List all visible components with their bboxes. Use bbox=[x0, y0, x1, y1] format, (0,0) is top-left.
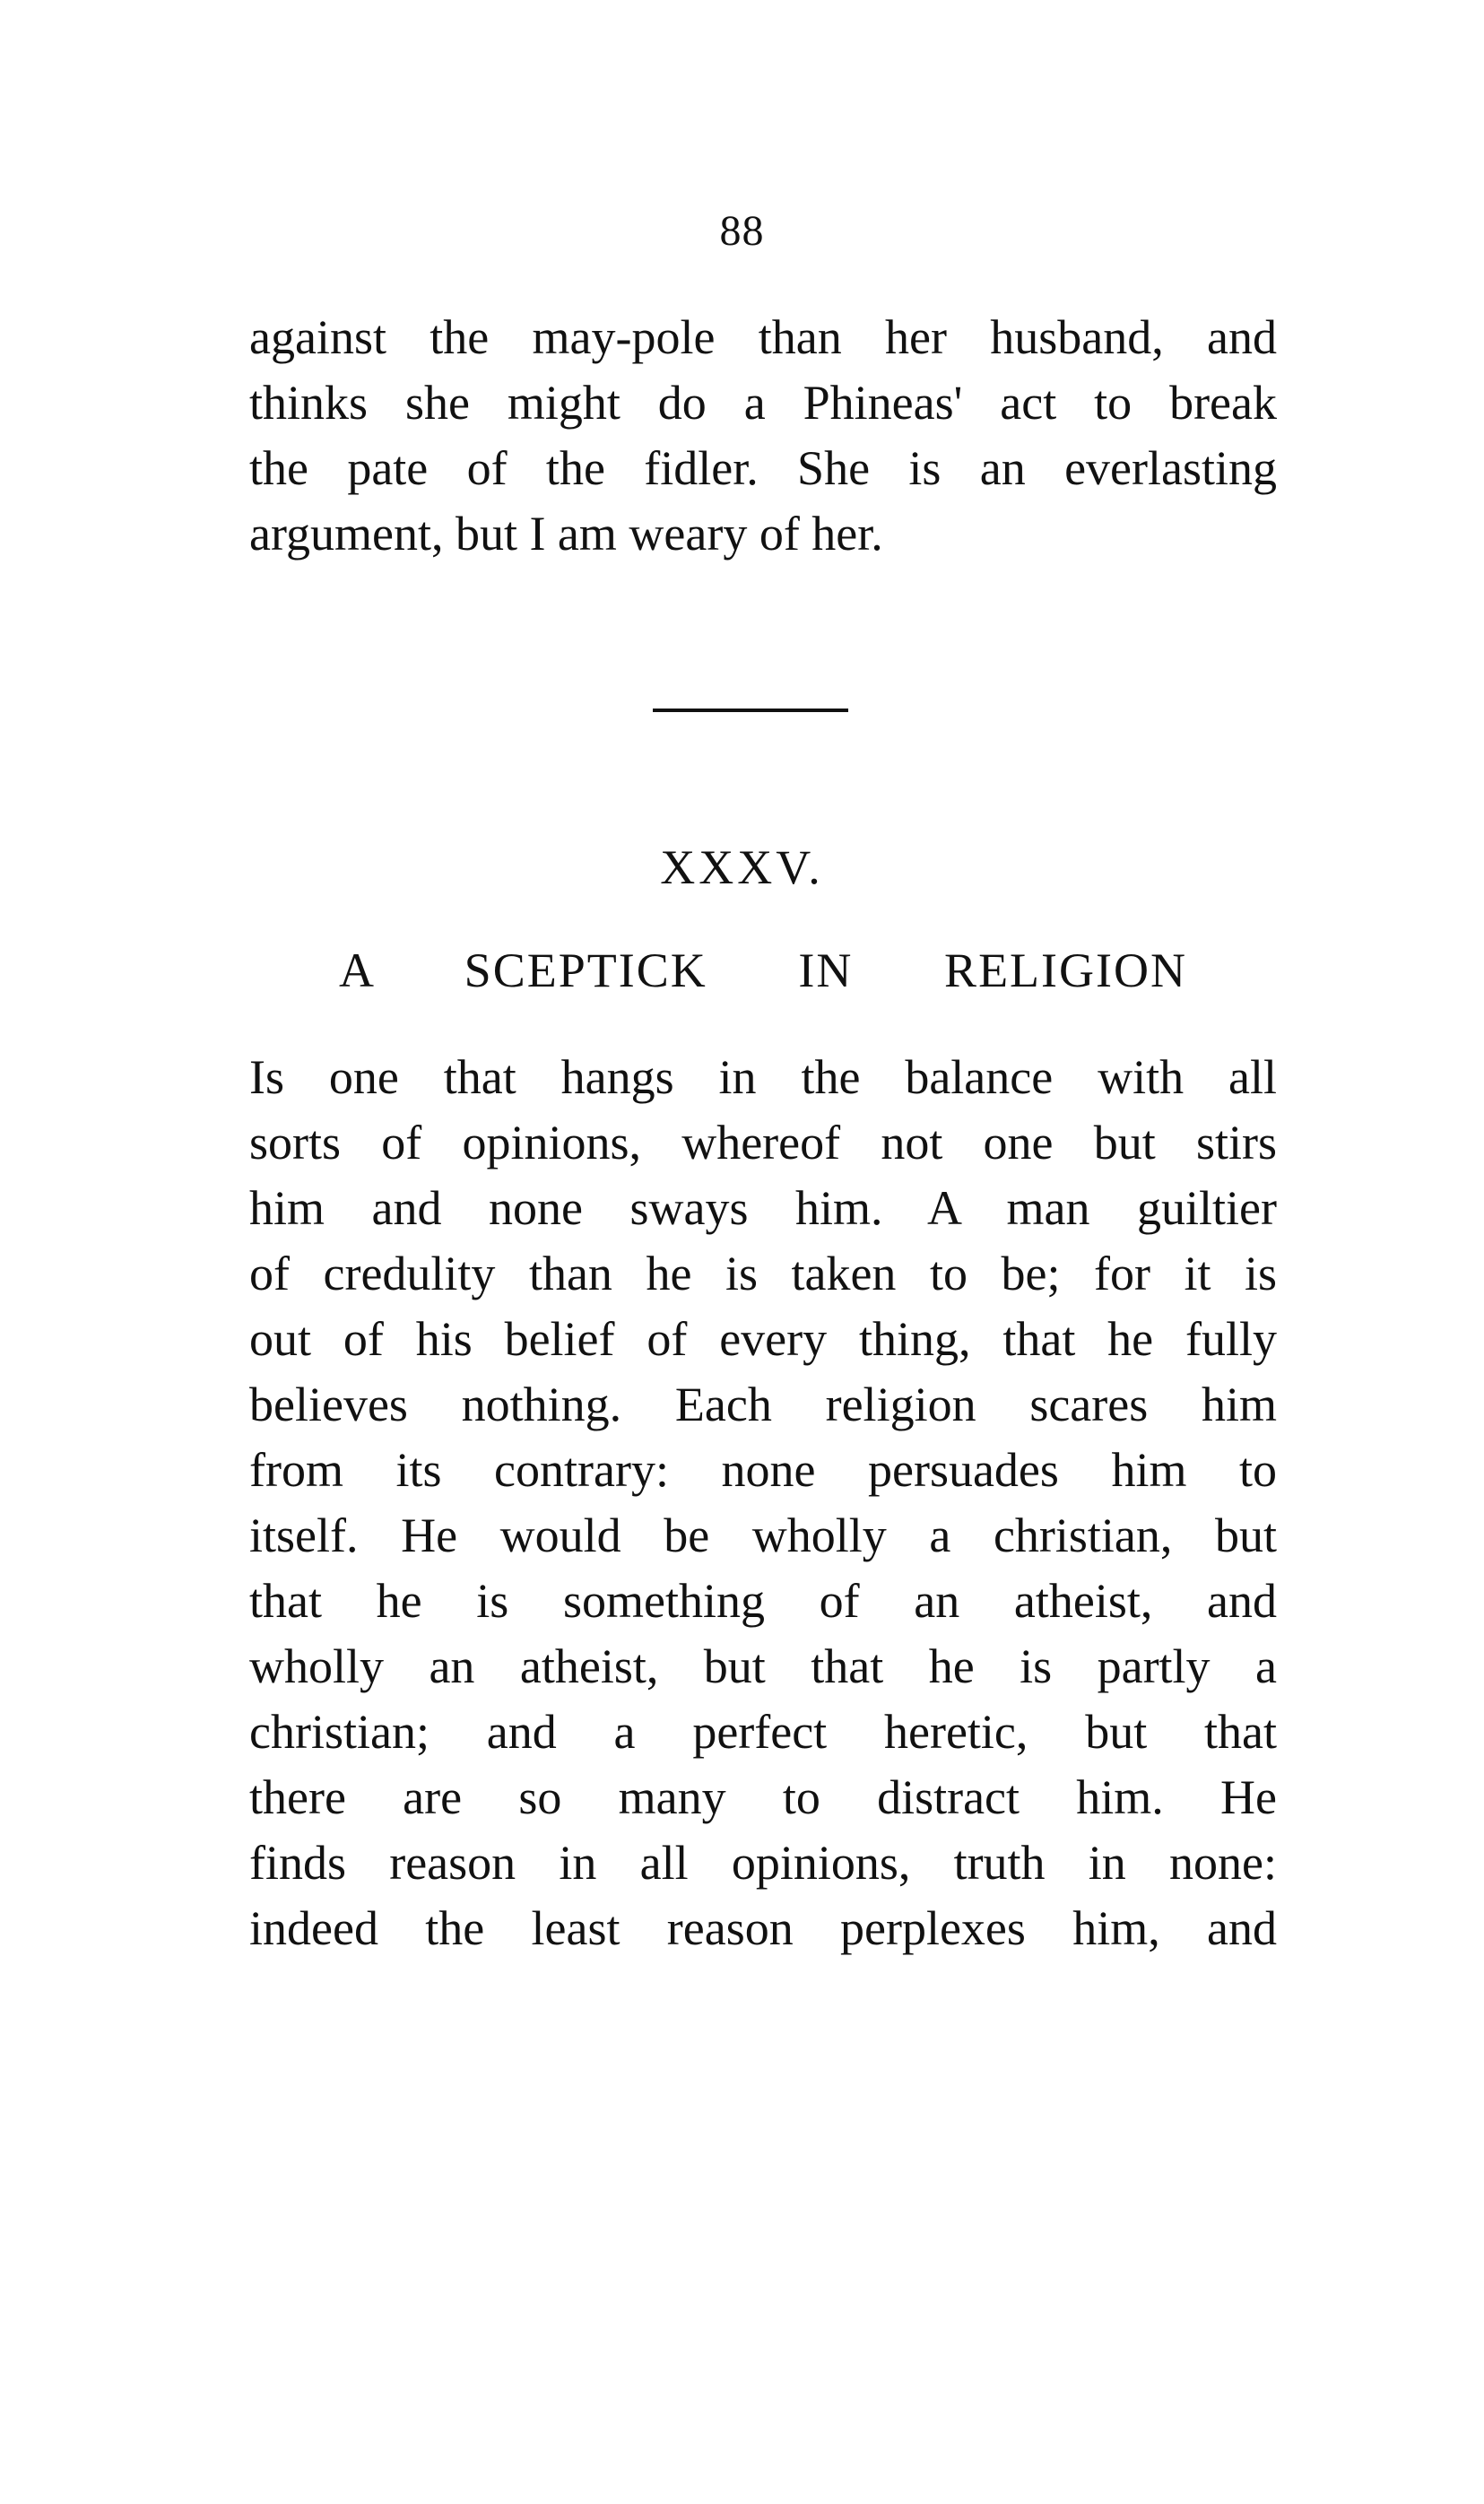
text-line: believes nothing. Each religion scares him bbox=[249, 1378, 1277, 1431]
text-line: christian; and a perfect heretic, but that bbox=[249, 1705, 1277, 1759]
text-line: thinks she might do a Phineas' act to break bbox=[249, 376, 1277, 430]
section-divider bbox=[653, 709, 848, 712]
text-line: wholly an atheist, but that he is partly a bbox=[249, 1639, 1277, 1693]
text-line: itself. He would be wholly a christian, but bbox=[249, 1508, 1277, 1562]
text-line: against the may-pole than her husband, and bbox=[249, 310, 1277, 364]
chapter-number: XXXV. bbox=[660, 840, 824, 894]
text-line: Is one that hangs in the balance with all bbox=[249, 1050, 1277, 1104]
text-line: the pate of the fidler. She is an everlasting bbox=[249, 441, 1277, 495]
text-line: argument, but I am weary of her. bbox=[249, 507, 883, 561]
text-line: sorts of opinions, whereof not one but stirs bbox=[249, 1116, 1277, 1169]
text-line: him and none sways him. A man guiltier bbox=[249, 1181, 1277, 1235]
text-line: out of his belief of every thing, that he fully bbox=[249, 1312, 1277, 1366]
text-line: indeed the least reason perplexes him, and bbox=[249, 1901, 1277, 1955]
text-line: finds reason in all opinions, truth in none: bbox=[249, 1836, 1277, 1890]
text-line: there are so many to distract him. He bbox=[249, 1770, 1277, 1824]
chapter-title: A SCEPTICK IN RELIGION bbox=[339, 943, 1187, 997]
text-line: from its contrary: none persuades him to bbox=[249, 1443, 1277, 1497]
text-line: that he is something of an atheist, and bbox=[249, 1574, 1277, 1628]
page-number: 88 bbox=[719, 207, 765, 255]
text-line: of credulity than he is taken to be; for it is bbox=[249, 1247, 1277, 1300]
